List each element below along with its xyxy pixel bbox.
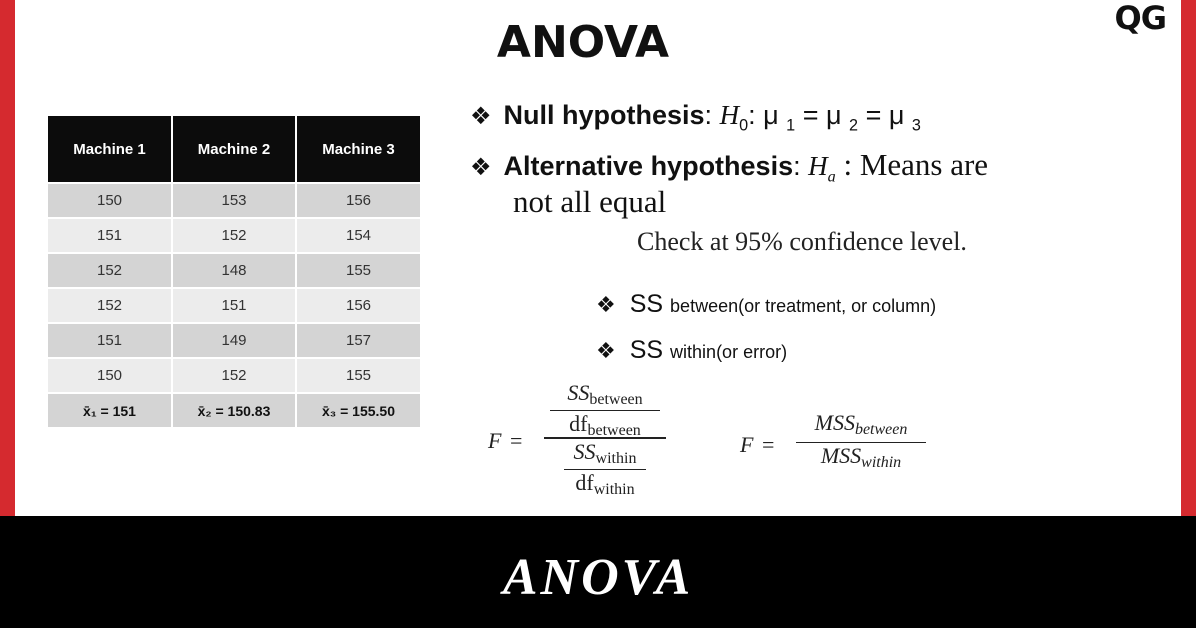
alternative-hypothesis: ❖ Alternative hypothesis: $H_a$ : Means are: [470, 147, 989, 186]
ss-between-item: ❖ SS between(or treatment, or column): [596, 290, 937, 318]
ss-within-item: ❖ SS within(or error): [596, 336, 788, 364]
table-row: [48, 323, 420, 358]
table-cell: 155: [296, 253, 420, 288]
alternative-hypothesis-continued: not all equal: [513, 184, 667, 219]
table-cell: 155: [296, 358, 420, 393]
table-cell: 151: [172, 288, 296, 323]
table-row: [48, 288, 420, 323]
table-row: [48, 358, 420, 393]
means-row: [48, 393, 420, 427]
column-header: Machine 2: [172, 116, 296, 183]
big-fraction: SSbetween dfbetween SSwithin dfwithin: [544, 380, 666, 496]
null-hypothesis-label: Null hypothesis: [503, 100, 705, 130]
table-cell: 156: [296, 183, 420, 218]
table-cell: 157: [296, 323, 420, 358]
table-cell: 148: [172, 253, 296, 288]
column-header: Machine 3: [296, 116, 420, 183]
page-title: ANOVA: [496, 17, 670, 68]
table-cell: 152: [172, 218, 296, 253]
table-cell: 153: [172, 183, 296, 218]
mean-cell: x̄₁ = 151: [48, 393, 172, 427]
table-cell: 149: [172, 323, 296, 358]
table-header-row: [48, 116, 420, 183]
diamond-bullet-icon: ❖: [596, 293, 616, 318]
mean-cell: x̄₃ = 155.50: [296, 393, 420, 427]
table-cell: 151: [48, 323, 172, 358]
machine-data-table: [48, 116, 420, 427]
bottom-banner: [0, 516, 1196, 628]
qg-logo: QG: [1114, 0, 1166, 37]
table-cell: 154: [296, 218, 420, 253]
diamond-bullet-icon: ❖: [596, 339, 616, 364]
diamond-bullet-icon: ❖: [470, 102, 492, 130]
diamond-bullet-icon: ❖: [470, 153, 492, 181]
alternative-hypothesis-label: Alternative hypothesis: [503, 151, 794, 181]
banner-title: ANOVA: [502, 549, 694, 606]
table-cell: 151: [48, 218, 172, 253]
table-cell: 150: [48, 358, 172, 393]
f-ratio-formula-ss: F = SSbetween dfbetween SSwithin dfwithin: [488, 380, 678, 510]
column-header: Machine 1: [48, 116, 172, 183]
mss-fraction: MSSbetween MSSwithin: [796, 410, 926, 475]
f-ratio-formula-mss: F = MSSbetween MSSwithin: [740, 410, 940, 490]
table-row: [48, 218, 420, 253]
table-cell: 150: [48, 183, 172, 218]
confidence-level-note: Check at 95% confidence level.: [637, 227, 967, 256]
null-hypothesis: ❖ Null hypothesis: $H_0$: μ $_1$ = μ $_2$ = μ $_3$: [470, 100, 921, 135]
table-cell: 152: [172, 358, 296, 393]
table-cell: 152: [48, 253, 172, 288]
table-row: [48, 253, 420, 288]
table-cell: 156: [296, 288, 420, 323]
table-row: [48, 183, 420, 218]
table-cell: 152: [48, 288, 172, 323]
mean-cell: x̄₂ = 150.83: [172, 393, 296, 427]
